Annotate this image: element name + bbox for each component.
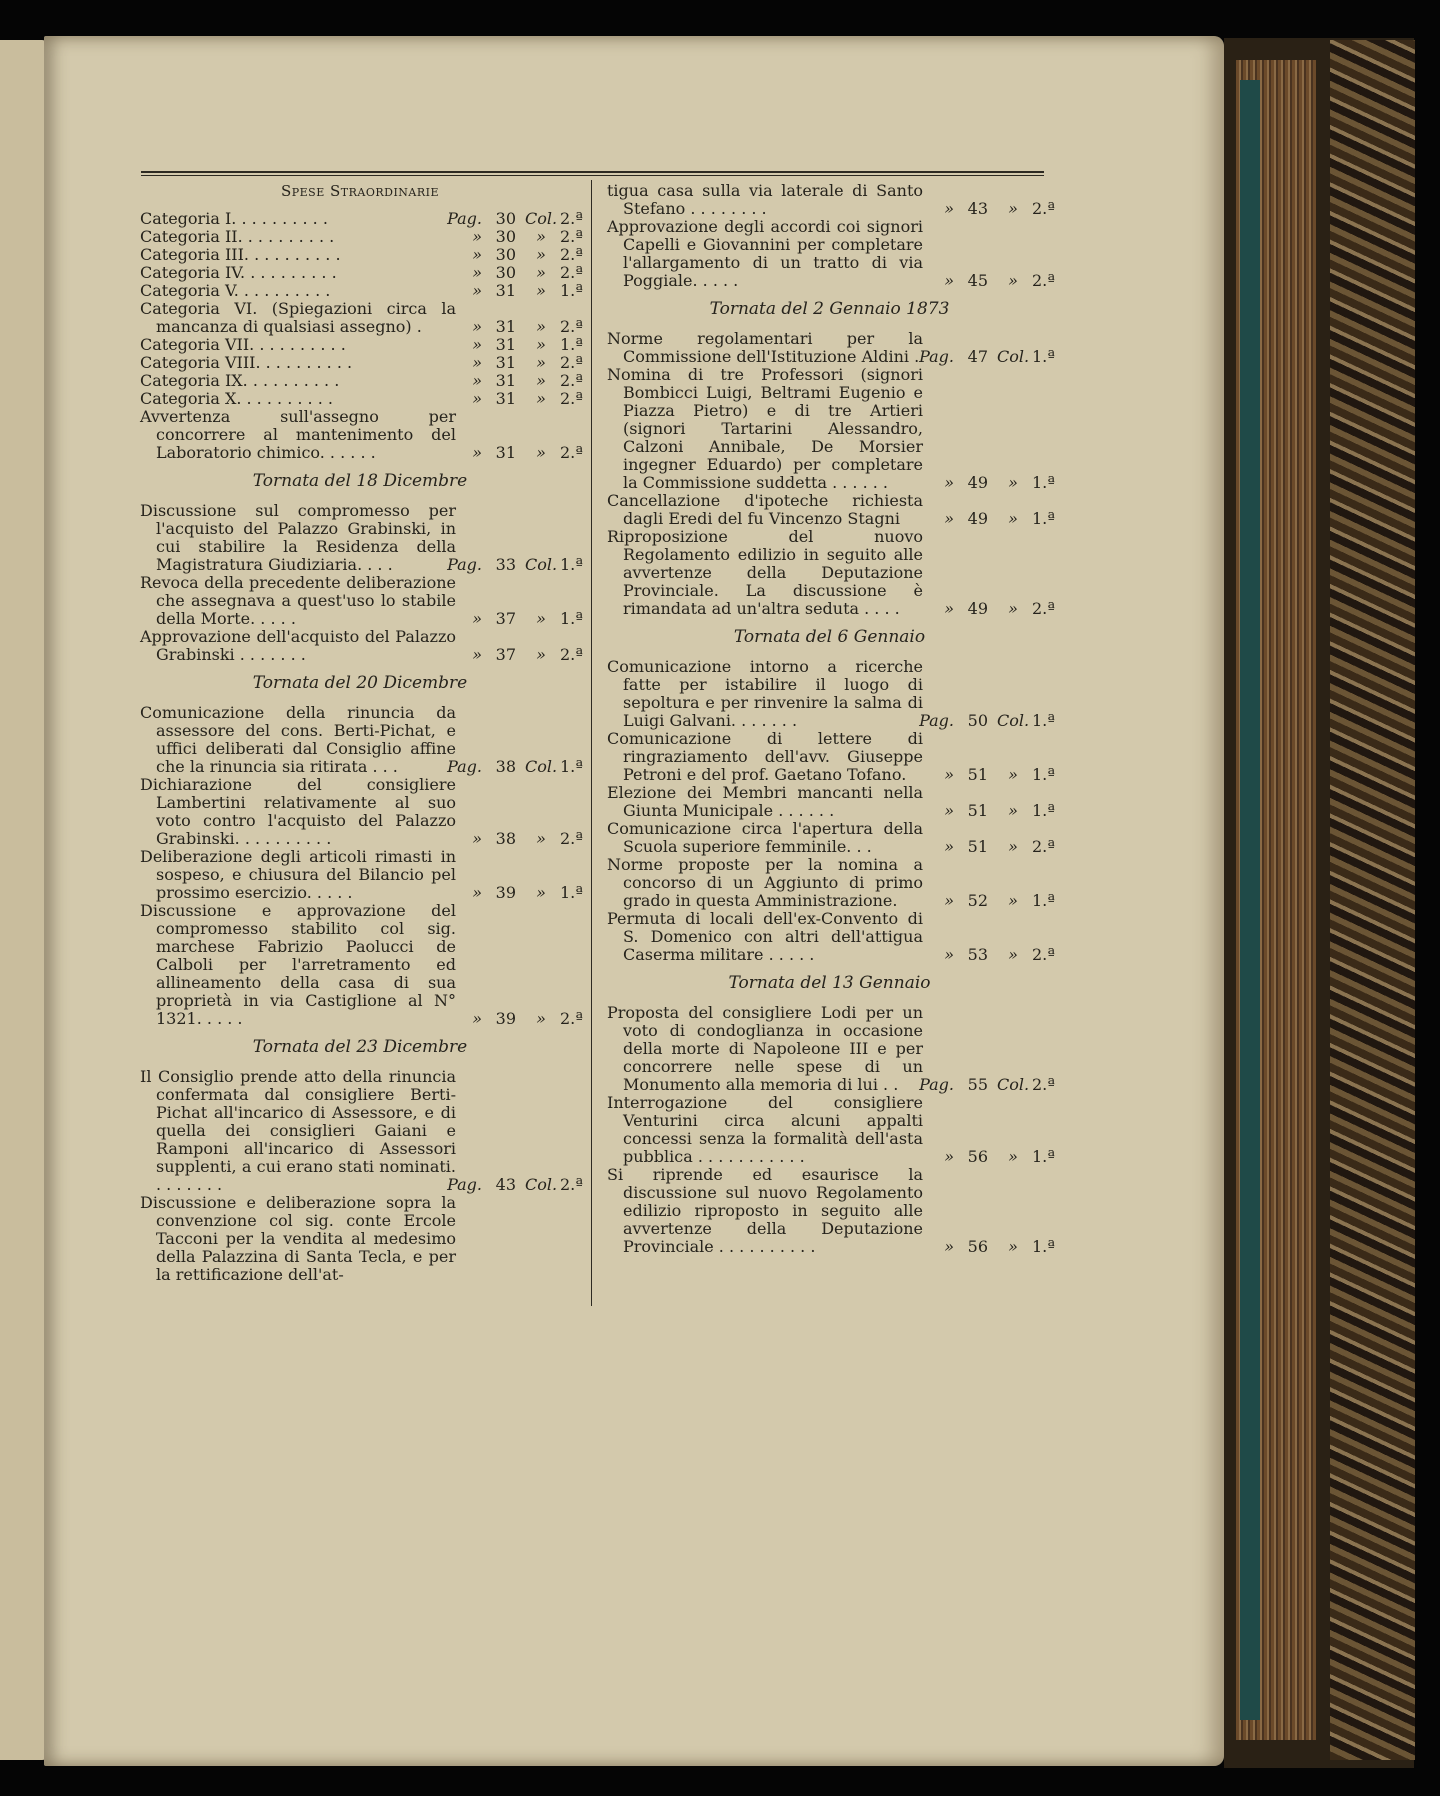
entry-text: Categoria III. . . . . . . . . .	[140, 245, 341, 264]
page-label: »	[472, 353, 482, 372]
column-number: 2.ª	[1032, 599, 1055, 618]
index-entry	[607, 1003, 1055, 1094]
page-label: Pag.	[447, 1175, 482, 1194]
page-number: 43	[495, 1175, 516, 1194]
page-number: 39	[495, 1009, 516, 1028]
page-label: »	[472, 1009, 482, 1028]
entry-text: tigua casa sulla via laterale di Santo Stefano . . . . . . . .	[607, 181, 923, 218]
column-number: 2.ª	[560, 209, 583, 228]
column-label: »	[536, 281, 546, 300]
column-label: »	[1008, 765, 1018, 784]
page-label: »	[472, 335, 482, 354]
facing-page-edge	[0, 40, 48, 1760]
page-number: 47	[967, 347, 988, 366]
page-reference	[912, 271, 1055, 290]
page-number: 39	[495, 883, 516, 902]
page-number: 49	[967, 473, 988, 492]
column-label: Col.	[524, 209, 558, 228]
page-reference	[912, 945, 1055, 964]
sitting-heading: Tornata del 6 Gennaio	[733, 627, 926, 647]
index-entry	[607, 181, 1055, 218]
page-label: Pag.	[447, 555, 482, 574]
entry-text: Categoria V. . . . . . . . . .	[140, 281, 331, 300]
column-number: 2.ª	[560, 263, 583, 282]
page-reference	[912, 1237, 1055, 1256]
entry-text: Proposta del consigliere Lodi per un voto di condoglianza in occasione della morte di Napoleone III e per concorrere nelle spese di un Monumento alla memoria di lui . .	[607, 1003, 923, 1094]
column-number: 2.ª	[1032, 837, 1055, 856]
page-number: 37	[495, 645, 516, 664]
page-reference	[440, 281, 583, 300]
entry-text: Discussione sul compromesso per l'acquisto del Palazzo Grabinski, in cui stabilire la Residenza della Magistratura Giudiziaria. . . .	[140, 501, 456, 574]
page-label: »	[472, 227, 482, 246]
index-entry	[607, 217, 1055, 290]
column-label: »	[536, 353, 546, 372]
column-label: »	[536, 245, 546, 264]
entry-text: Categoria VII. . . . . . . . . .	[140, 335, 346, 354]
entry-text: Comunicazione circa l'apertura della Scuola superiore femminile. . .	[607, 819, 923, 856]
column-label: »	[1008, 1147, 1018, 1166]
index-entry	[140, 1194, 580, 1284]
column-number: 2.ª	[560, 645, 583, 664]
index-entry	[140, 353, 583, 372]
index-entry	[140, 371, 583, 390]
continued-entries	[607, 181, 1055, 290]
page-label: »	[944, 765, 954, 784]
column-number: 1.ª	[1032, 891, 1055, 910]
page-number: 38	[495, 829, 516, 848]
column-number: 2.ª	[1032, 1075, 1055, 1094]
column-number: 2.ª	[560, 227, 583, 246]
entry-text: Revoca della precedente deliberazione che assegnava a quest'uso lo stabile della Morte. . . . .	[140, 573, 456, 628]
entry-text: Cancellazione d'ipoteche richiesta dagli Eredi del fu Vincenzo Stagni	[607, 491, 923, 528]
column-number: 2.ª	[560, 245, 583, 264]
column-label: »	[1008, 837, 1018, 856]
column-number: 1.ª	[1032, 801, 1055, 820]
entry-text: Categoria IV. . . . . . . . . .	[140, 263, 337, 282]
entry-text: Approvazione dell'acquisto del Palazzo Grabinski . . . . . . .	[140, 627, 456, 664]
entry-text: Riproposizione del nuovo Regolamento edilizio in seguito alle avvertenze della Deputazione Provinciale. La discussione è rimandata ad un'altra seduta . . . .	[607, 527, 923, 618]
page-reference	[912, 891, 1055, 910]
page-reference	[440, 353, 583, 372]
page-label: »	[472, 609, 482, 628]
sitting-block	[607, 627, 1055, 964]
entry-text: Avvertenza sull'assegno per concorrere al mantenimento del Laboratorio chimico. . . . . .	[140, 407, 456, 462]
page-label: »	[944, 801, 954, 820]
index-entry	[140, 901, 583, 1028]
column-label: »	[536, 443, 546, 462]
page-reference	[440, 883, 583, 902]
page-reference	[440, 1175, 583, 1194]
column-number: 2.ª	[1032, 271, 1055, 290]
index-entry	[607, 855, 1055, 910]
entry-text: Categoria I. . . . . . . . . .	[140, 209, 328, 228]
sitting-heading: Tornata del 20 Dicembre	[252, 673, 468, 693]
entry-text: Comunicazione intorno a ricerche fatte per istabilire il luogo di sepoltura e per rinvenire la salma di Luigi Galvani. . . . . . .	[607, 657, 923, 730]
page-reference	[440, 1009, 583, 1028]
entry-text: Discussione e approvazione del compromesso stabilito col sig. marchese Fabrizio Paolucci de Calboli per l'arretramento ed allineamento della casa di sua proprietà in via Castiglione al N° 1321. . . . .	[140, 901, 456, 1028]
index-entry	[140, 847, 583, 902]
column-label: »	[1008, 1237, 1018, 1256]
green-page-edge	[1240, 80, 1260, 1720]
entry-text: Norme regolamentari per la Commissione dell'Istituzione Aldini .	[607, 329, 923, 366]
page-label: »	[472, 263, 482, 282]
column-label: Col.	[524, 555, 558, 574]
entry-text: Dichiarazione del consigliere Lambertini relativamente al suo voto contro l'acquisto del Palazzo Grabinski. . . . . . . . . .	[140, 775, 456, 848]
column-label: »	[536, 1009, 546, 1028]
index-entry	[607, 1093, 1055, 1166]
page-reference	[440, 317, 583, 336]
column-label: »	[1008, 599, 1018, 618]
entry-text: Categoria VI. (Spiegazioni circa la mancanza di qualsiasi assegno) .	[140, 299, 456, 336]
column-number: 2.ª	[560, 1009, 583, 1028]
page-number: 51	[967, 837, 988, 856]
page-reference	[912, 599, 1055, 618]
page-label: »	[472, 317, 482, 336]
entry-text: Deliberazione degli articoli rimasti in sospeso, e chiusura del Bilancio pel prossimo esercizio. . . . .	[140, 847, 456, 902]
index-entry	[140, 573, 583, 628]
column-label: »	[536, 335, 546, 354]
page-label: »	[472, 245, 482, 264]
page-reference	[912, 1075, 1055, 1094]
left-sittings	[140, 471, 583, 1284]
marbled-cover	[1330, 40, 1415, 1760]
column-number: 1.ª	[1032, 1237, 1055, 1256]
page-number: 31	[495, 335, 516, 354]
page-number: 51	[967, 765, 988, 784]
column-number: 1.ª	[560, 335, 583, 354]
column-number: 1.ª	[1032, 765, 1055, 784]
page-reference	[440, 757, 583, 776]
page-number: 31	[495, 389, 516, 408]
index-entry	[140, 263, 583, 282]
page-label: »	[944, 1147, 954, 1166]
index-entry	[140, 775, 583, 848]
entry-text: Discussione e deliberazione sopra la convenzione col sig. conte Ercole Tacconi per la vendita al medesimo della Palazzina di Santa Tecla, e per la rettificazione dell'at-	[140, 1193, 456, 1284]
page-number: 31	[495, 281, 516, 300]
page-reference	[440, 555, 583, 574]
page-label: »	[472, 281, 482, 300]
column-number: 2.ª	[1032, 199, 1055, 218]
page-label: Pag.	[919, 347, 954, 366]
right-column	[607, 181, 1055, 1256]
page-reference	[912, 347, 1055, 366]
column-divider	[591, 180, 592, 1306]
sitting-heading: Tornata del 18 Dicembre	[252, 471, 468, 491]
column-number: 1.ª	[560, 609, 583, 628]
column-label: Col.	[996, 711, 1030, 730]
page-number: 49	[967, 599, 988, 618]
page-number: 52	[967, 891, 988, 910]
entry-text: Comunicazione di lettere di ringraziamento dell'avv. Giuseppe Petroni e del prof. Gaetano Tofano.	[607, 729, 923, 784]
column-number: 1.ª	[560, 757, 583, 776]
column-number: 2.ª	[560, 389, 583, 408]
page-label: »	[944, 473, 954, 492]
column-label: »	[536, 645, 546, 664]
page-label: »	[944, 271, 954, 290]
page-number: 31	[495, 371, 516, 390]
column-number: 2.ª	[1032, 945, 1055, 964]
index-entry	[140, 245, 583, 264]
entry-text: Il Consiglio prende atto della rinuncia confermata dal consigliere Berti-Pichat all'incarico di Assessore, e di quella dei consiglieri Gaiani e Ramponi all'incarico di Assessori supplenti, a cui erano stati nominati. . . . . . . .	[140, 1067, 456, 1194]
page-reference	[440, 389, 583, 408]
index-entry	[140, 227, 583, 246]
page-number: 31	[495, 317, 516, 336]
column-label: »	[536, 317, 546, 336]
index-entry	[140, 703, 583, 776]
column-label: »	[1008, 509, 1018, 528]
index-entry	[607, 909, 1055, 964]
column-number: 2.ª	[560, 371, 583, 390]
left-column	[140, 182, 583, 1284]
right-sittings	[607, 299, 1055, 1256]
page-number: 30	[495, 263, 516, 282]
page-reference	[912, 473, 1055, 492]
column-label: Col.	[996, 1075, 1030, 1094]
index-entry	[140, 209, 583, 228]
page-label: »	[944, 891, 954, 910]
entry-text: Categoria II. . . . . . . . . .	[140, 227, 335, 246]
page-reference	[912, 1147, 1055, 1166]
column-number: 1.ª	[1032, 473, 1055, 492]
page-number: 56	[967, 1237, 988, 1256]
page-label: »	[944, 509, 954, 528]
column-label: »	[536, 609, 546, 628]
entry-text: Comunicazione della rinuncia da assessore del cons. Berti-Pichat, e uffici deliberati dal Consiglio affine che la rinuncia sia ritirata . . .	[140, 703, 456, 776]
index-entry	[140, 627, 583, 664]
column-number: 2.ª	[560, 443, 583, 462]
sitting-block	[140, 471, 583, 664]
sitting-heading: Tornata del 23 Dicembre	[252, 1037, 468, 1057]
page-number: 33	[495, 555, 516, 574]
index-entry	[607, 783, 1055, 820]
column-label: »	[1008, 271, 1018, 290]
column-label: »	[536, 263, 546, 282]
column-label: »	[1008, 801, 1018, 820]
column-label: Col.	[524, 757, 558, 776]
page-label: »	[944, 837, 954, 856]
column-label: »	[536, 829, 546, 848]
page-reference	[440, 335, 583, 354]
page-label: »	[944, 1237, 954, 1256]
column-label: »	[536, 371, 546, 390]
page-reference	[440, 227, 583, 246]
column-number: 1.ª	[1032, 1147, 1055, 1166]
top-double-rule	[141, 171, 1044, 176]
sitting-block	[140, 1037, 583, 1284]
column-number: 1.ª	[560, 555, 583, 574]
page-label: »	[944, 199, 954, 218]
page-number: 51	[967, 801, 988, 820]
page-reference	[440, 245, 583, 264]
page-reference	[912, 509, 1055, 528]
entry-text: Permuta di locali dell'ex-Convento di S. Domenico con altri dell'attigua Caserma militare . . . . .	[607, 909, 923, 964]
entry-text: Categoria IX. . . . . . . . . .	[140, 371, 340, 390]
column-number: 1.ª	[560, 883, 583, 902]
column-label: Col.	[524, 1175, 558, 1194]
page-number: 30	[495, 227, 516, 246]
column-number: 2.ª	[560, 353, 583, 372]
page-reference	[440, 645, 583, 664]
entry-text: Nomina di tre Professori (signori Bombicci Luigi, Beltrami Eugenio e Piazza Pietro) e di tre Artieri (signori Tartarini Alessandro, Calzoni Annibale, De Morsier ingegner Eduardo) per completare la Commissione suddetta . . . . . .	[607, 365, 923, 492]
page-reference	[912, 837, 1055, 856]
page-label: »	[944, 599, 954, 618]
entry-text: Norme proposte per la nomina a concorso di un Aggiunto di primo grado in questa Amministrazione.	[607, 855, 923, 910]
index-entry	[140, 501, 583, 574]
page-number: 31	[495, 443, 516, 462]
page-number: 50	[967, 711, 988, 730]
page-reference	[440, 263, 583, 282]
index-entry	[607, 819, 1055, 856]
column-label: »	[536, 883, 546, 902]
column-number: 1.ª	[1032, 509, 1055, 528]
page-label: »	[944, 945, 954, 964]
index-entry	[607, 491, 1055, 528]
page-label: »	[472, 389, 482, 408]
column-number: 1.ª	[560, 281, 583, 300]
page-reference	[912, 199, 1055, 218]
entry-text: Approvazione degli accordi coi signori Capelli e Giovannini per completare l'allargamento di un tratto di via Poggiale. . . . .	[607, 217, 923, 290]
column-label: »	[1008, 891, 1018, 910]
entry-text: Categoria VIII. . . . . . . . . .	[140, 353, 353, 372]
page-reference	[912, 765, 1055, 784]
column-label: »	[1008, 945, 1018, 964]
page-label: »	[472, 443, 482, 462]
page-number: 30	[495, 209, 516, 228]
entry-text: Categoria X. . . . . . . . . .	[140, 389, 333, 408]
column-label: »	[1008, 199, 1018, 218]
page-number: 37	[495, 609, 516, 628]
index-entry	[607, 329, 1055, 366]
page-number: 38	[495, 757, 516, 776]
sitting-block	[607, 973, 1055, 1256]
page-reference	[440, 443, 583, 462]
page-label: »	[472, 829, 482, 848]
index-entry	[140, 1067, 583, 1194]
index-entry	[140, 335, 583, 354]
column-number: 1.ª	[1032, 347, 1055, 366]
index-entry	[140, 299, 583, 336]
index-entry	[607, 1165, 1055, 1256]
index-entry	[140, 407, 583, 462]
page-label: Pag.	[447, 209, 482, 228]
entry-text: Si riprende ed esaurisce la discussione sul nuovo Regolamento edilizio riproposto in seguito alle avvertenze della Deputazione Provinciale . . . . . . . . . .	[607, 1165, 923, 1256]
page-label: Pag.	[919, 1075, 954, 1094]
index-entry	[140, 389, 583, 408]
index-entry	[607, 527, 1055, 618]
page-label: »	[472, 883, 482, 902]
entry-text: Interrogazione del consigliere Venturini circa alcuni appalti concessi senza la formalità dell'asta pubblica . . . . . . . . . . .	[607, 1093, 923, 1166]
column-number: 2.ª	[560, 829, 583, 848]
entry-text: Elezione dei Membri mancanti nella Giunta Municipale . . . . . .	[607, 783, 923, 820]
page-number: 31	[495, 353, 516, 372]
column-label: Col.	[996, 347, 1030, 366]
category-list	[140, 209, 583, 462]
page-number: 49	[967, 509, 988, 528]
sitting-heading: Tornata del 13 Gennaio	[728, 973, 931, 993]
column-number: 2.ª	[560, 1175, 583, 1194]
page-number: 43	[967, 199, 988, 218]
page-number: 45	[967, 271, 988, 290]
index-entry	[140, 281, 583, 300]
sitting-block	[607, 299, 1055, 618]
sitting-block	[140, 673, 583, 1028]
page-label: Pag.	[919, 711, 954, 730]
index-entry	[607, 365, 1055, 492]
page-number: 55	[967, 1075, 988, 1094]
sitting-heading: Tornata del 2 Gennaio 1873	[709, 299, 950, 319]
index-entry	[607, 729, 1055, 784]
column-number: 2.ª	[560, 317, 583, 336]
column-number: 1.ª	[1032, 711, 1055, 730]
column-label: »	[536, 227, 546, 246]
page-reference	[440, 609, 583, 628]
index-entry	[607, 657, 1055, 730]
page-reference	[440, 371, 583, 390]
page-number: 30	[495, 245, 516, 264]
page-number: 56	[967, 1147, 988, 1166]
page-label: »	[472, 645, 482, 664]
page-number: 53	[967, 945, 988, 964]
page-reference	[440, 209, 583, 228]
column-label: »	[536, 389, 546, 408]
column-label: »	[1008, 473, 1018, 492]
page-reference	[912, 711, 1055, 730]
page-label: »	[472, 371, 482, 390]
page-label: Pag.	[447, 757, 482, 776]
page-reference	[912, 801, 1055, 820]
page-reference	[440, 829, 583, 848]
section-title: Spese Straordinarie	[280, 182, 440, 200]
